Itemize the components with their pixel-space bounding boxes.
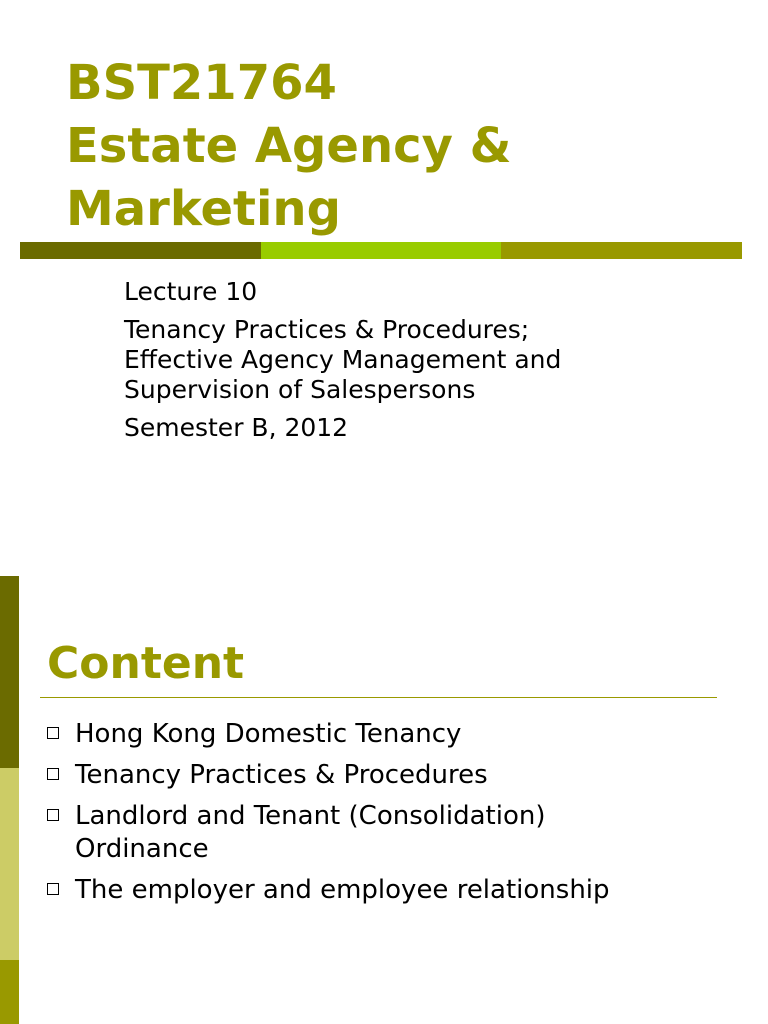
square-bullet-icon xyxy=(47,768,59,780)
semester-label: Semester B, 2012 xyxy=(124,413,349,442)
bullet-line: Landlord and Tenant (Consolidation) xyxy=(75,801,546,831)
square-bullet-icon xyxy=(47,809,59,821)
slide-title xyxy=(66,52,746,241)
course-name-line-2: Marketing xyxy=(66,181,341,237)
side-bar-segment-olive xyxy=(0,960,19,1024)
bullet-line: Ordinance xyxy=(75,834,209,864)
lecture-number: Lecture 10 xyxy=(124,277,258,306)
bullet-text xyxy=(75,718,461,751)
title-divider-bar xyxy=(20,242,742,259)
bullet-line: Tenancy Practices & Procedures xyxy=(75,760,488,790)
side-bar-segment-pale xyxy=(0,768,19,960)
side-accent-bar xyxy=(0,576,19,1024)
square-bullet-icon xyxy=(47,883,59,895)
content-bullet-list xyxy=(47,718,747,915)
lecture-topic xyxy=(124,315,744,405)
content-title: Content xyxy=(47,638,245,689)
slide-subtitle xyxy=(124,277,744,451)
divider-segment-olive xyxy=(501,242,742,259)
list-item xyxy=(47,759,747,792)
bullet-line: Hong Kong Domestic Tenancy xyxy=(75,719,462,749)
bullet-text xyxy=(75,759,488,792)
course-code: BST21764 xyxy=(66,55,337,111)
bullet-text xyxy=(75,874,610,907)
divider-segment-lime xyxy=(261,242,502,259)
topic-line-2: Effective Agency Management and xyxy=(124,345,562,374)
side-bar-segment-dark xyxy=(0,576,19,768)
list-item xyxy=(47,718,747,751)
course-name-line-1: Estate Agency & xyxy=(66,118,512,174)
divider-segment-dark xyxy=(20,242,261,259)
list-item xyxy=(47,800,747,866)
list-item xyxy=(47,874,747,907)
topic-line-1: Tenancy Practices & Procedures; xyxy=(124,315,530,344)
bullet-text xyxy=(75,800,546,866)
title-underline xyxy=(40,697,717,698)
bullet-line: The employer and employee relationship xyxy=(75,875,610,905)
square-bullet-icon xyxy=(47,727,59,739)
topic-line-3: Supervision of Salespersons xyxy=(124,375,476,404)
content-slide xyxy=(0,576,768,1024)
